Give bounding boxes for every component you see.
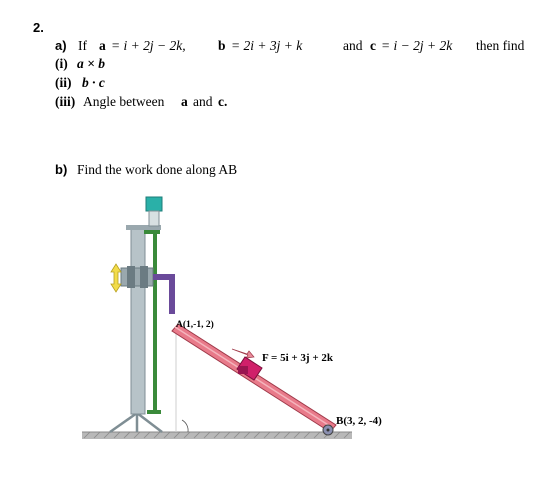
stand-base — [110, 413, 162, 432]
part-b-label: b) — [55, 162, 68, 177]
vector-a-name: a — [99, 38, 106, 53]
vertical-stand — [126, 225, 161, 414]
item-i-expression: a × b — [77, 56, 105, 71]
vector-a-expression: = i + 2j − 2k, — [111, 38, 186, 53]
vector-b-name: b — [218, 38, 226, 53]
force-arrow — [232, 349, 254, 358]
ground — [82, 432, 352, 439]
item-iii-and: and — [193, 94, 213, 109]
item-iii-vector-a: a — [181, 94, 188, 109]
top-box — [146, 197, 162, 226]
then-find: then find — [476, 38, 525, 53]
vector-b-expression: = 2i + 3j + k — [231, 38, 303, 53]
part-b-text: Find the work done along AB — [77, 162, 238, 177]
item-ii-expression: b · c — [82, 75, 105, 90]
force-label: F = 5i + 3j + 2k — [262, 352, 333, 364]
wheel — [323, 425, 333, 435]
question-number: 2. — [33, 20, 44, 35]
point-a-label: A(1,-1, 2) — [176, 320, 214, 330]
item-ii-number: (ii) — [55, 75, 72, 90]
item-i-number: (i) — [55, 56, 68, 71]
part-a-intro: If — [78, 38, 87, 53]
item-iii-number: (iii) — [55, 94, 76, 109]
point-b-label: B(3, 2, -4) — [336, 415, 382, 427]
item-iii-vector-c: c. — [218, 94, 228, 109]
vector-c-expression: = i − 2j + 2k — [381, 38, 453, 53]
part-a-label: a) — [55, 38, 67, 53]
angle-arc — [182, 420, 188, 432]
vector-c-name: c — [370, 38, 376, 53]
item-iii-text: Angle between — [83, 94, 165, 109]
and-word: and — [343, 38, 363, 53]
